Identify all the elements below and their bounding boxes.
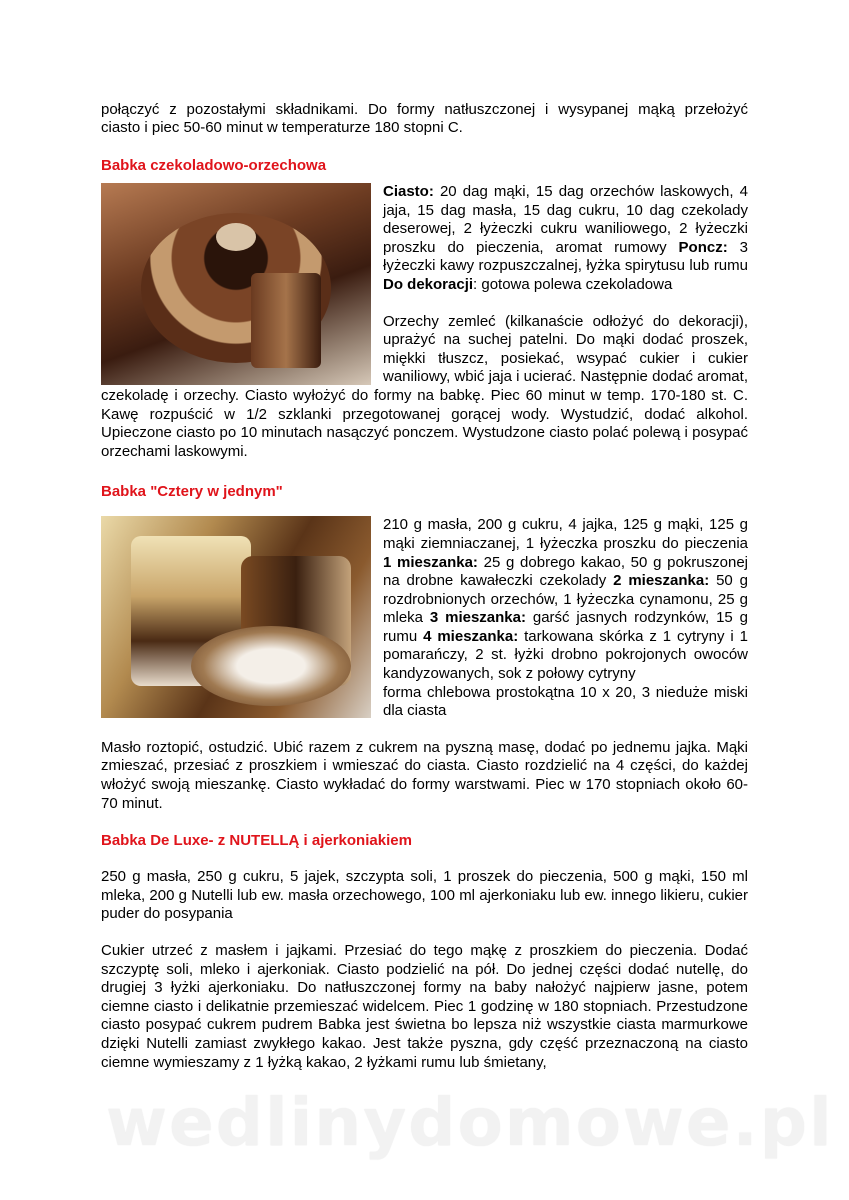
ingredients-label: Ciasto: <box>383 183 434 200</box>
cake-photo-1 <box>101 183 371 385</box>
intro-line-1: połączyć z pozostałymi składnikami. Do formy natłuszczonej i wysypanej mąką przełożyć <box>101 101 748 118</box>
mix3-text: garść jasnych rodzynków, 15 g rumu <box>383 609 748 645</box>
mix1-text: 25 g dobrego kakao, 50 g pokruszonej na drobne kawałeczki czekolady <box>383 553 748 590</box>
mix3-label: 3 mieszanka: <box>429 609 526 627</box>
section-2-method: Masło roztopić, ostudzić. Ubić razem z cukrem na pyszną masę, dodać po jednemu jajka. Mąki zmieszać, przesiać z proszkiem i wmieszać do ciasta. Ciasto rozdzielić na 4 części, do każdej włożyć swoją mieszankę. Ciasto wykładać do formy warstwami. Piec w 170 stopniach około 60-70 minut. <box>101 738 748 812</box>
intro-line-2: ciasto i piec 50-60 minut w temperaturze 180 stopni C. <box>101 119 463 136</box>
section-2-body <box>101 516 748 813</box>
watermark-text: wedlinydomowe.pl <box>106 1084 834 1161</box>
mix1-label: 1 mieszanka: <box>383 553 478 571</box>
decoration-text: : gotowa polewa czekoladowa <box>473 275 673 293</box>
babka-czekoladowa-photo <box>101 183 371 385</box>
ingredients-text: 20 dag mąki, 15 dag orzechów laskowych, 4 jaja, 15 dag masła, 15 dag cukru, 10 dag czekolady deserowej, 2 łyżeczki cukru waniliowego, 2 łyżeczki proszku do pieczenia, aromat rumowy <box>383 183 748 256</box>
form-text: forma chlebowa prostokątna 10 x 20, 3 nieduże miski dla ciasta <box>383 683 748 720</box>
decoration-label: Do dekoracji <box>383 275 474 293</box>
document-page <box>101 101 748 1072</box>
section-3-ingredients: 250 g masła, 250 g cukru, 5 jajek, szczypta soli, 1 proszek do pieczenia, 500 g mąki, 150 ml mleka, 200 g Nutelli lub ew. masła orzechowego, 100 ml ajerkoniaku lub ew. innego likieru, cukier puder do posypania <box>101 868 748 923</box>
babka-cztery-photo <box>101 516 371 718</box>
poncz-label: Poncz: <box>678 238 728 256</box>
section-title-babka-czekoladowo-orzechowa: Babka czekoladowo-orzechowa <box>101 157 327 174</box>
mix2-text: 50 g rozdrobnionych orzechów, 1 łyżeczka cynamonu, 25 g mleka <box>383 572 748 627</box>
section-title-de-luxe: Babka De Luxe- z NUTELLĄ i ajerkoniakiem <box>101 832 412 850</box>
section-3-method: Cukier utrzeć z masłem i jajkami. Przesiać do tego mąkę z proszkiem do pieczenia. Dodać szczyptę soli, mleko i ajerkoniak. Ciasto podzielić na pół. Do jednej części dodać nutellę, do drugiej 3 łyżki ajerkoniaku. Do natłuszczonej formy na baby nałożyć najpierw jasne, potem ciemne ciasto i delikatnie przemieszać widelcem. Piec 1 godzinę w 180 stopniach. Przestudzone ciasto posypać cukrem pudrem Babka jest świetna bo lepsza niż wszystkie ciasta marmurkowe dzięki Nutelli zamiast zwykłego kakao. Jest także pyszna, gdy część przeznaczoną na ciasto ciemne wymieszamy z 1 łyżką kakao, 2 łyżkami rumu lub śmietany, <box>101 942 748 1071</box>
poncz-text: 3 łyżeczki kawy rozpuszczalnej, łyżka spirytusu lub rumu <box>383 238 748 275</box>
mix4-text: tarkowana skórka z 1 cytryny i 1 pomarańczy, 2 st. łyżki drobno pokrojonych owoców kandyzowanych, sok z połowy cytryny <box>383 627 749 683</box>
mix-intro-text: 210 g masła, 200 g cukru, 4 jajka, 125 g mąki, 125 g mąki ziemniaczanej, 1 łyżeczka proszku do pieczenia <box>383 516 748 552</box>
cake-photo-2 <box>101 516 371 718</box>
section-1-method: Orzechy zemleć (kilkanaście odłożyć do dekoracji), uprażyć na suchej patelni. Do mąki dodać proszek, miękki tłuszcz, posiekać, wsypać cukier i cukier waniliowy, wbić jaja i ucierać. Następnie dodać aromat, czekoladę i orzechy. Ciasto wyłożyć do formy na babkę. Piec 60 minut w temp. 170-180 st. C. Kawę rozpuścić w 1/2 szklanki przegotowanej gorącej wody. Wystudzić, dodać alkohol. Upieczone ciasto po 10 minutach nasączyć ponczem. Wystudzone ciasto polać polewą i posypać orzechami laskowymi. <box>101 312 748 460</box>
section-1-body <box>101 183 748 461</box>
mix4-label: 4 mieszanka: <box>423 627 519 645</box>
mix2-label: 2 mieszanka: <box>613 572 710 590</box>
section-title-cztery-w-jednym: Babka "Cztery w jednym" <box>101 483 283 501</box>
